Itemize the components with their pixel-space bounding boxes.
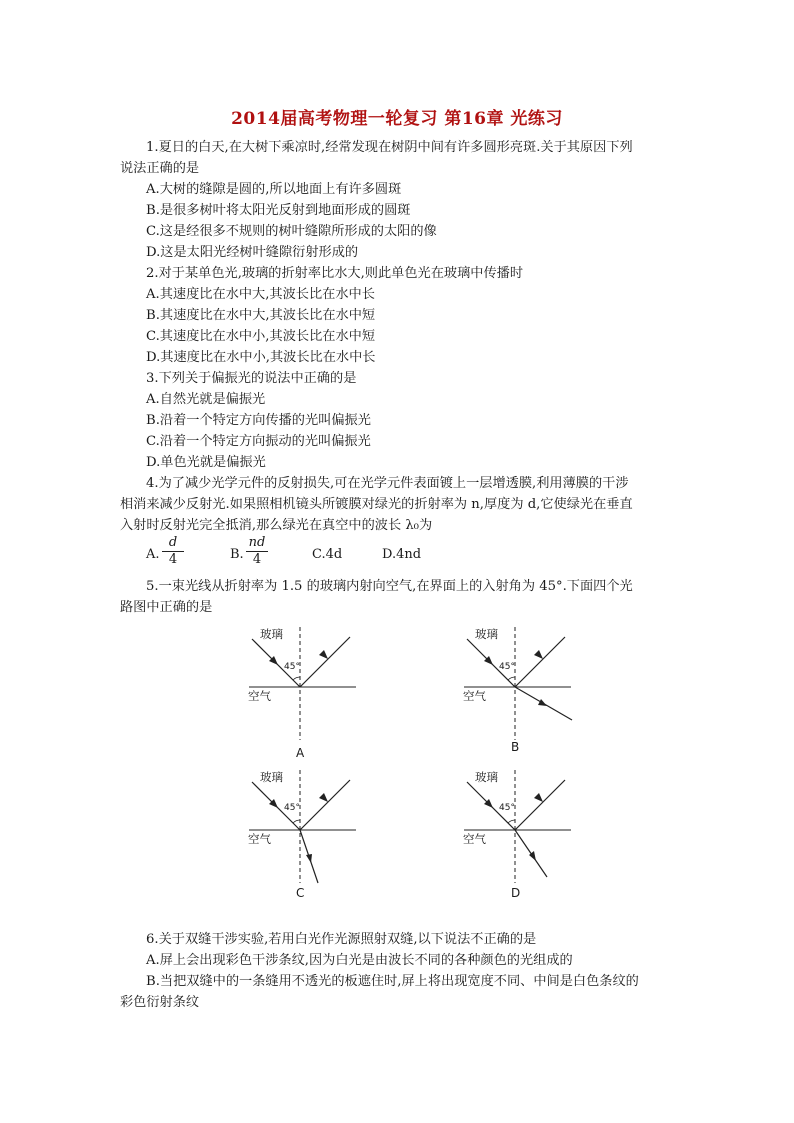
q2-option-c: C.其速度比在水中小,其波长比在水中短 [146,329,376,344]
diagram-b-glass-label: 玻璃 [475,627,498,641]
diagram-d-letter: D [511,886,521,900]
diagram-a-letter: A [296,746,305,760]
q1-option-c: C.这是经很多不规则的树叶缝隙所形成的太阳的像 [146,224,437,239]
q5-stem: 5.一束光线从折射率为 1.5 的玻璃内射向空气,在界面上的入射角为 45°.下面四个光 [146,579,633,594]
q6-option-b: B.当把双缝中的一条缝用不透光的板遮住时,屏上将出现宽度不同、中间是白色条纹的 [146,974,639,989]
q4-choice-a-label: A. [146,547,160,562]
diagram-a-angle: 45° [284,662,300,672]
q3-option-b: B.沿着一个特定方向传播的光叫偏振光 [146,413,371,428]
q4-stem-cont2: 入射时反射光完全抵消,那么绿光在真空中的波长 λ₀为 [120,518,433,533]
q2-stem: 2.对于某单色光,玻璃的折射率比水大,则此单色光在玻璃中传播时 [146,266,524,281]
diagram-c-angle: 45° [284,803,300,813]
diagram-c [244,765,364,905]
q4-choice-b-numerator: nd [248,535,266,550]
q4-choice-a-fraction [162,535,184,568]
diagram-c-air-label: 空气 [248,832,271,846]
diagram-b-letter: B [511,740,520,754]
q4-choice-a-numerator: d [168,535,178,550]
diagram-c-glass-label: 玻璃 [260,770,283,784]
q4-choice-d: D.4nd [382,547,422,562]
q1-stem: 1.夏日的白天,在大树下乘凉时,经常发现在树阴中间有许多圆形亮斑.关于其原因下列 [146,140,633,155]
q1-stem-cont: 说法正确的是 [120,161,200,176]
q4-choice-a-denominator: 4 [168,552,178,567]
diagram-a-glass-label: 玻璃 [260,627,283,641]
diagram-c-letter: C [296,886,305,900]
q6-option-b-cont: 彩色衍射条纹 [120,995,200,1010]
q2-option-b: B.其速度比在水中大,其波长比在水中短 [146,308,376,323]
q3-option-c: C.沿着一个特定方向振动的光叫偏振光 [146,434,371,449]
q4-stem-cont1: 相消来减少反射光.如果照相机镜头所镀膜对绿光的折射率为 n,厚度为 d,它使绿光在垂直 [120,497,633,512]
diagram-a-air-label: 空气 [248,689,271,703]
diagram-d [459,765,579,905]
q6-option-a: A.屏上会出现彩色干涉条纹,因为白光是由波长不同的各种颜色的光组成的 [146,953,573,968]
diagram-d-air-label: 空气 [463,832,486,846]
q3-option-a: A.自然光就是偏振光 [146,392,266,407]
q4-stem: 4.为了减少光学元件的反射损失,可在光学元件表面镀上一层增透膜,利用薄膜的干涉 [146,476,629,491]
q5-stem-cont: 路图中正确的是 [120,600,213,615]
q4-choice-b-fraction [246,535,268,568]
q4-choice-c: C.4d [312,547,343,562]
diagram-d-glass-label: 玻璃 [475,770,498,784]
q1-option-a: A.大树的缝隙是圆的,所以地面上有许多圆斑 [146,182,402,197]
q4-choice-b-denominator: 4 [252,552,262,567]
q1-option-d: D.这是太阳光经树叶缝隙衍射形成的 [146,245,359,260]
q6-stem: 6.关于双缝干涉实验,若用白光作光源照射双缝,以下说法不正确的是 [146,932,537,947]
q2-option-d: D.其速度比在水中小,其波长比在水中长 [146,350,376,365]
diagram-a [244,622,364,762]
diagram-b [459,622,579,762]
diagram-b-angle: 45° [499,662,515,672]
q3-stem: 3.下列关于偏振光的说法中正确的是 [146,371,357,386]
page-title: 2014届高考物理一轮复习 第16章 光练习 [231,109,563,129]
diagram-b-air-label: 空气 [463,689,486,703]
q3-option-d: D.单色光就是偏振光 [146,455,266,470]
q4-choice-b-label: B. [230,547,244,562]
q4-choices [146,535,546,575]
q2-option-a: A.其速度比在水中大,其波长比在水中长 [146,287,375,302]
q1-option-b: B.是很多树叶将太阳光反射到地面形成的圆斑 [146,203,411,218]
diagram-d-angle: 45° [499,803,515,813]
